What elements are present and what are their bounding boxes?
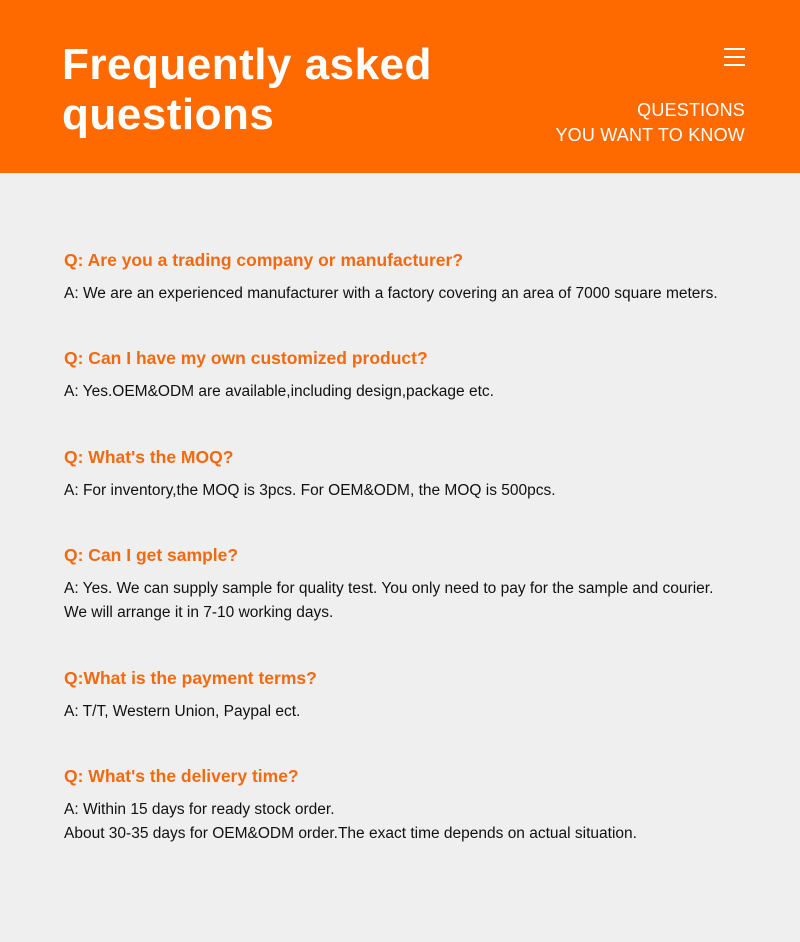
page-title-line-1: Frequently asked [62, 40, 432, 89]
faq-answer-line: A: Within 15 days for ready stock order. [64, 801, 335, 818]
header-subtitle [555, 98, 745, 148]
subtitle-line-1: QUESTIONS [637, 100, 745, 120]
faq-answer-line: A: We are an experienced manufacturer with a factory covering an area of 7000 square meters. [64, 285, 718, 302]
hamburger-menu-icon[interactable] [724, 47, 746, 67]
header-banner [0, 0, 800, 173]
faq-answer [64, 282, 764, 306]
faq-question: Q:What is the payment terms? [64, 668, 317, 688]
faq-question: Q: Are you a trading company or manufacturer? [64, 250, 464, 270]
faq-item [64, 346, 764, 404]
faq-question: Q: What's the MOQ? [64, 447, 234, 467]
faq-answer [64, 479, 764, 503]
faq-answer-line: A: Yes.OEM&ODM are available,including design,package etc. [64, 383, 494, 400]
faq-item [64, 666, 764, 724]
faq-question: Q: Can I have my own customized product? [64, 348, 428, 368]
faq-item [64, 445, 764, 503]
faq-answer-line: We will arrange it in 7-10 working days. [64, 604, 334, 621]
faq-answer-line: A: For inventory,the MOQ is 3pcs. For OEM&ODM, the MOQ is 500pcs. [64, 482, 556, 499]
faq-item [64, 248, 764, 306]
faq-answer [64, 700, 764, 724]
faq-question: Q: What's the delivery time? [64, 766, 299, 786]
faq-item [64, 764, 764, 846]
faq-answer [64, 798, 764, 846]
faq-question: Q: Can I get sample? [64, 545, 239, 565]
faq-answer [64, 577, 764, 625]
faq-item [64, 543, 764, 625]
page-title-line-2: questions [62, 90, 275, 139]
subtitle-line-2: YOU WANT TO KNOW [555, 125, 745, 145]
faq-answer-line: About 30-35 days for OEM&ODM order.The exact time depends on actual situation. [64, 825, 637, 842]
faq-answer [64, 380, 764, 404]
page-title [62, 40, 522, 140]
faq-answer-line: A: Yes. We can supply sample for quality test. You only need to pay for the sample and courier. [64, 580, 714, 597]
faq-answer-line: A: T/T, Western Union, Paypal ect. [64, 703, 301, 720]
